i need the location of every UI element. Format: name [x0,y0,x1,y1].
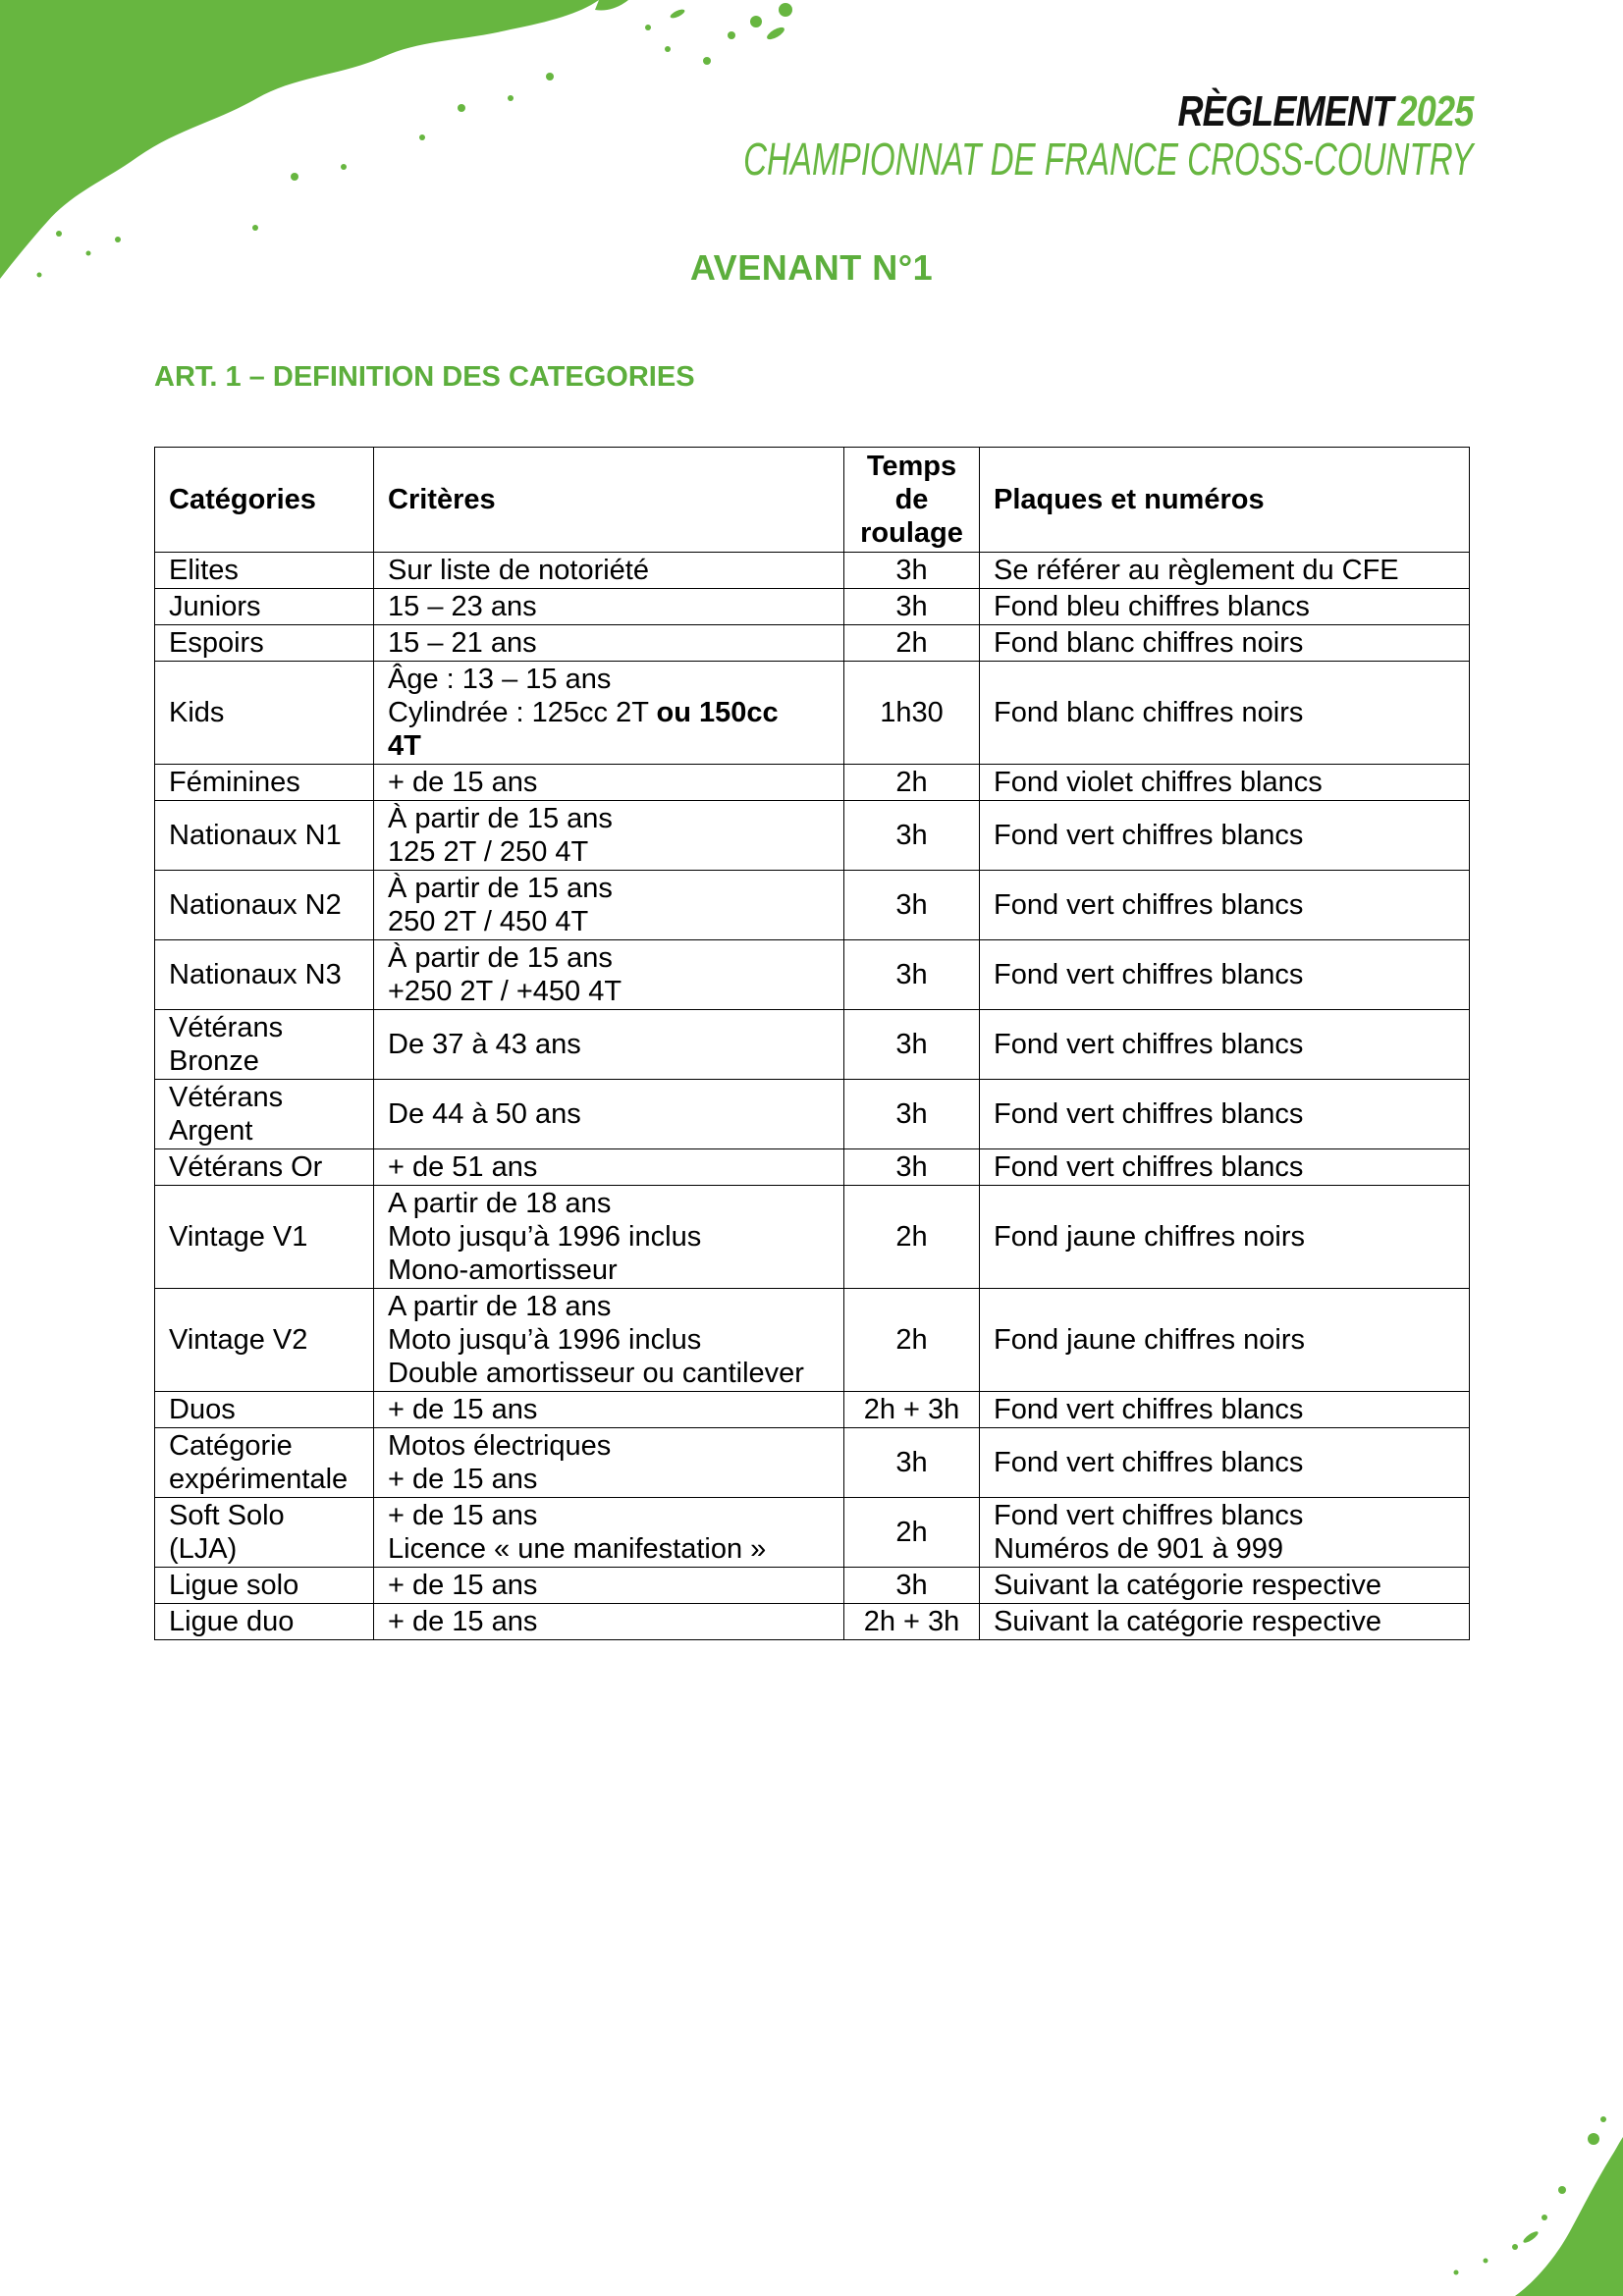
table-row [155,1186,1470,1289]
plaques-line: Se référer au règlement du CFE [994,555,1399,586]
criteria-text: Cylindrée : 125cc 2T [388,697,649,728]
criteria-line: +250 2T / +450 4T [388,976,622,1007]
cell-category [155,1289,374,1392]
plaques-line: Fond jaune chiffres noirs [994,1324,1306,1356]
cell-category [155,1080,374,1149]
table-row [155,1149,1470,1186]
cell-criteria [374,1498,844,1568]
plaques-line: Fond bleu chiffres blancs [994,591,1310,622]
table-row [155,589,1470,625]
cell-temps: 2h [844,765,980,801]
cell-plaques [980,765,1470,801]
criteria-line: À partir de 15 ans [388,942,613,974]
plaques-line: Fond violet chiffres blancs [994,767,1323,798]
criteria-line: De 37 à 43 ans [388,1029,581,1060]
criteria-line: Moto jusqu’à 1996 inclus [388,1324,702,1356]
cell-criteria [374,1186,844,1289]
criteria-line: 250 2T / 450 4T [388,906,589,937]
table-row [155,1010,1470,1080]
table-row [155,662,1470,765]
cell-criteria [374,1149,844,1186]
cell-temps: 3h [844,1428,980,1498]
cell-temps: 3h [844,553,980,589]
header-categories: Catégories [155,448,374,553]
cell-plaques [980,801,1470,871]
cell-plaques [980,1604,1470,1640]
cell-temps: 3h [844,1149,980,1186]
criteria-line: À partir de 15 ans [388,873,613,904]
cell-temps: 2h [844,625,980,662]
plaques-line: Numéros de 901 à 999 [994,1533,1284,1565]
category-line: Ligue duo [169,1606,295,1637]
category-line: Nationaux N3 [169,959,342,990]
criteria-line [388,696,830,729]
cell-category [155,1149,374,1186]
criteria-line: Licence « une manifestation » [388,1533,767,1565]
cell-temps: 2h [844,1186,980,1289]
criteria-line: + de 15 ans [388,1606,538,1637]
table-row [155,1080,1470,1149]
cell-plaques [980,1568,1470,1604]
cell-temps: 2h + 3h [844,1392,980,1428]
category-line: Vétérans Or [169,1151,323,1183]
cell-temps: 3h [844,1568,980,1604]
cell-category [155,1186,374,1289]
table-body [155,553,1470,1640]
criteria-line: A partir de 18 ans [388,1188,612,1219]
cell-criteria [374,553,844,589]
plaques-line: Fond vert chiffres blancs [994,1098,1304,1130]
criteria-line: 15 – 23 ans [388,591,537,622]
category-line: Ligue solo [169,1570,299,1601]
category-line: Bronze [169,1045,259,1077]
cell-plaques [980,1428,1470,1498]
criteria-line: Âge : 13 – 15 ans [388,664,612,695]
plaques-line: Fond vert chiffres blancs [994,959,1304,990]
header-temps [844,448,980,553]
cell-temps: 3h [844,801,980,871]
table-row [155,801,1470,871]
cell-plaques [980,1149,1470,1186]
cell-category [155,940,374,1010]
cell-criteria [374,1428,844,1498]
category-line: Soft Solo [169,1500,285,1531]
cell-category [155,553,374,589]
category-line: Argent [169,1115,253,1147]
plaques-line: Fond vert chiffres blancs [994,1500,1304,1531]
criteria-line: Double amortisseur ou cantilever [388,1358,804,1389]
category-line: Kids [169,697,225,728]
cell-criteria [374,1010,844,1080]
plaques-line: Fond vert chiffres blancs [994,820,1304,851]
cell-criteria [374,1568,844,1604]
cell-temps: 1h30 [844,662,980,765]
cell-plaques [980,1080,1470,1149]
criteria-line: + de 51 ans [388,1151,538,1183]
criteria-line: Mono-amortisseur [388,1255,618,1286]
cell-plaques [980,1186,1470,1289]
cell-plaques [980,589,1470,625]
green-splash-bottom-right [1299,2100,1623,2296]
category-line: Nationaux N1 [169,820,342,851]
cell-plaques [980,1289,1470,1392]
cell-criteria [374,1289,844,1392]
category-line: Féminines [169,767,300,798]
cell-category [155,1010,374,1080]
cell-plaques [980,662,1470,765]
table-row [155,625,1470,662]
cell-category [155,625,374,662]
header-plaques: Plaques et numéros [980,448,1470,553]
cell-category [155,589,374,625]
cell-temps: 3h [844,871,980,940]
category-line: expérimentale [169,1464,349,1495]
cell-criteria [374,940,844,1010]
cell-criteria [374,765,844,801]
criteria-line: Moto jusqu’à 1996 inclus [388,1221,702,1253]
cell-temps: 3h [844,940,980,1010]
category-line: Juniors [169,591,261,622]
header-criteres: Critères [374,448,844,553]
cell-criteria [374,1080,844,1149]
header-temps-line: de [894,484,929,515]
header-temps-line: roulage [860,517,963,549]
categories-table [154,447,1470,1640]
category-line: Vintage V2 [169,1324,308,1356]
plaques-line: Fond vert chiffres blancs [994,1151,1304,1183]
category-line: Vétérans [169,1082,284,1113]
cell-category [155,1498,374,1568]
table-row [155,765,1470,801]
table-row [155,553,1470,589]
brand-subtitle: CHAMPIONNAT DE FRANCE CROSS-COUNTRY [742,133,1473,185]
table-row [155,1568,1470,1604]
article-heading: ART. 1 – DEFINITION DES CATEGORIES [154,361,695,393]
cell-temps: 3h [844,1080,980,1149]
cell-plaques [980,1392,1470,1428]
plaques-line: Fond vert chiffres blancs [994,889,1304,921]
cell-criteria [374,801,844,871]
cell-temps: 2h + 3h [844,1604,980,1640]
table-row [155,1428,1470,1498]
cell-criteria [374,1392,844,1428]
criteria-bold-line: 4T [388,730,421,762]
cell-plaques [980,1498,1470,1568]
cell-temps: 3h [844,1010,980,1080]
cell-category [155,1392,374,1428]
cell-plaques [980,940,1470,1010]
cell-temps: 3h [844,589,980,625]
cell-temps: 2h [844,1289,980,1392]
cell-category [155,871,374,940]
criteria-line: + de 15 ans [388,1464,538,1495]
table-row [155,1392,1470,1428]
cell-criteria [374,871,844,940]
criteria-line: Sur liste de notoriété [388,555,649,586]
brand-year: 2025 [1397,87,1473,135]
plaques-line: Fond vert chiffres blancs [994,1029,1304,1060]
criteria-line: + de 15 ans [388,1500,538,1531]
plaques-line: Fond blanc chiffres noirs [994,627,1304,659]
category-line: Nationaux N2 [169,889,342,921]
criteria-line: A partir de 18 ans [388,1291,612,1322]
cell-category [155,1604,374,1640]
plaques-line: Fond vert chiffres blancs [994,1394,1304,1425]
cell-criteria [374,1604,844,1640]
cell-category [155,765,374,801]
header-temps-line: Temps [866,451,957,482]
table-row [155,871,1470,940]
category-line: Catégorie [169,1430,293,1462]
plaques-line: Suivant la catégorie respective [994,1606,1381,1637]
cell-criteria [374,662,844,765]
criteria-line: + de 15 ans [388,1570,538,1601]
plaques-line: Suivant la catégorie respective [994,1570,1381,1601]
criteria-bold-text: ou 150cc [656,697,779,728]
criteria-line: Motos électriques [388,1430,612,1462]
cell-plaques [980,553,1470,589]
category-line: Duos [169,1394,236,1425]
table-header-row [155,448,1470,553]
cell-temps: 2h [844,1498,980,1568]
category-line: Elites [169,555,239,586]
plaques-line: Fond vert chiffres blancs [994,1447,1304,1478]
cell-plaques [980,871,1470,940]
header-brand [460,88,1473,183]
plaques-line: Fond blanc chiffres noirs [994,697,1304,728]
table-row [155,1498,1470,1568]
plaques-line: Fond jaune chiffres noirs [994,1221,1306,1253]
criteria-line: À partir de 15 ans [388,803,613,834]
table-row [155,1604,1470,1640]
criteria-line: + de 15 ans [388,1394,538,1425]
table-row [155,1289,1470,1392]
category-line: Espoirs [169,627,264,659]
criteria-line: De 44 à 50 ans [388,1098,581,1130]
table-row [155,940,1470,1010]
category-line: (LJA) [169,1533,238,1565]
criteria-line: 125 2T / 250 4T [388,836,589,868]
cell-criteria [374,589,844,625]
cell-category [155,1568,374,1604]
cell-category [155,662,374,765]
criteria-line: 15 – 21 ans [388,627,537,659]
brand-title [641,88,1473,135]
cell-category [155,1428,374,1498]
cell-plaques [980,1010,1470,1080]
criteria-line: + de 15 ans [388,767,538,798]
page-title: AVENANT N°1 [689,247,934,288]
category-line: Vintage V1 [169,1221,308,1253]
cell-criteria [374,625,844,662]
cell-plaques [980,625,1470,662]
cell-category [155,801,374,871]
brand-word: RÈGLEMENT [1176,87,1393,135]
category-line: Vétérans [169,1012,284,1043]
